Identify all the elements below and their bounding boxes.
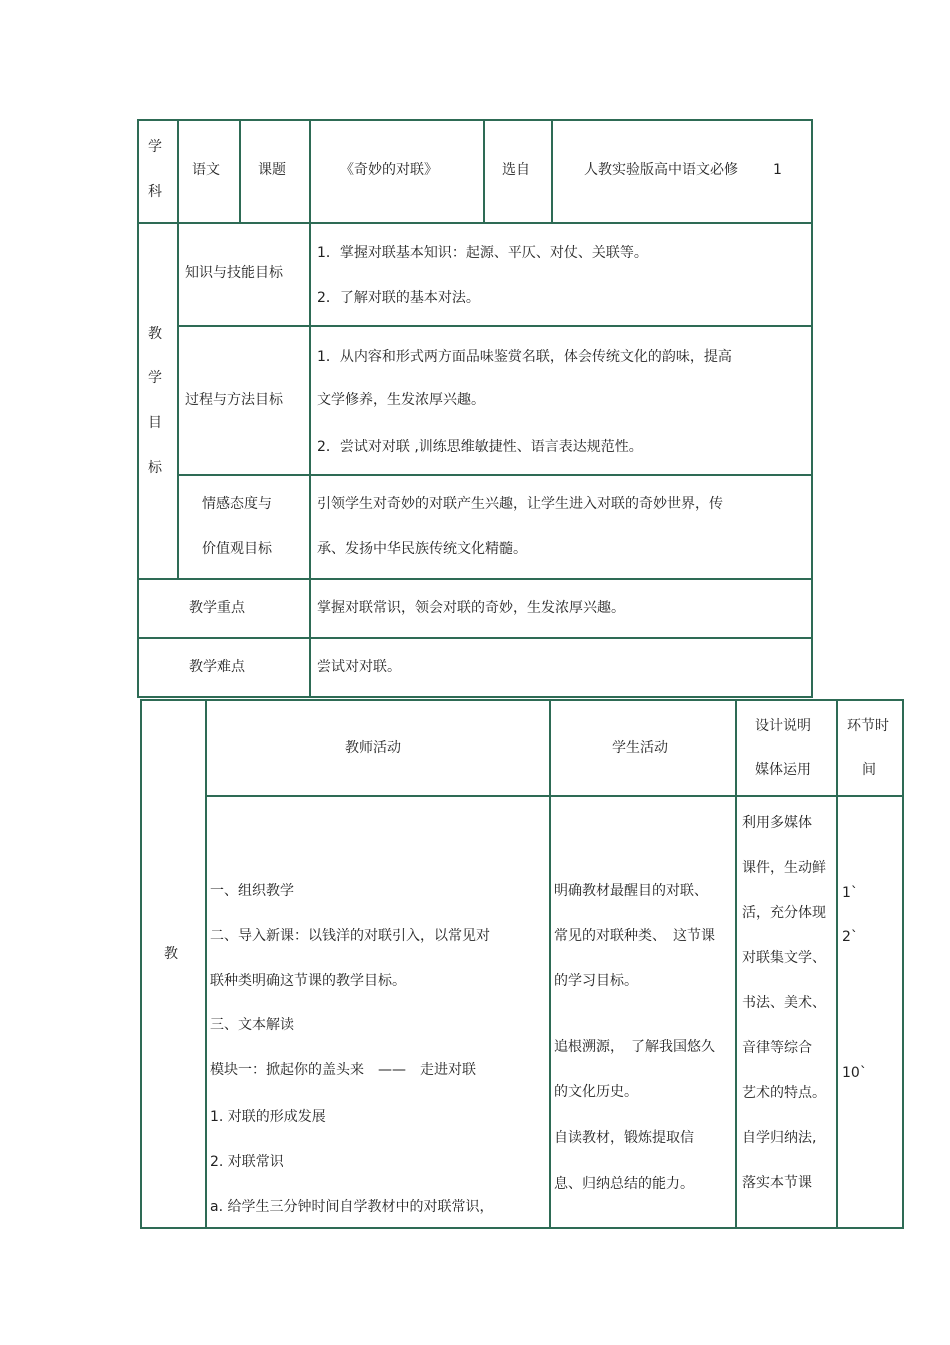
emotion-goal-label-line-2: 价值观目标 — [202, 541, 272, 557]
student-line-3: 的学习目标。 — [554, 973, 638, 989]
design-line-7: 艺术的特点。 — [742, 1085, 826, 1101]
time-value-2: 2` — [842, 929, 858, 945]
header-design-line-1: 设计说明 — [755, 718, 811, 734]
design-line-2: 课件，生动鲜 — [742, 860, 826, 876]
student-line-6: 自读教材，锻炼提取信 — [554, 1130, 694, 1146]
emotion-goal-line-2: 承、发扬中华民族传统文化精髓。 — [317, 541, 527, 557]
teacher-line-5: 模块一：掀起你的盖头来 —— 走进对联 — [210, 1062, 476, 1078]
student-line-1: 明确教材最醒目的对联、 — [554, 883, 708, 899]
time-value-1: 1` — [842, 885, 858, 901]
header-time-line-2: 间 — [862, 762, 876, 778]
teacher-line-2: 二、导入新课：以钱洋的对联引入，以常见对 — [210, 928, 490, 944]
process-goal-line-2: 文学修养，生发浓厚兴趣。 — [317, 392, 485, 408]
goals-label-char-2: 学 — [148, 370, 162, 386]
design-line-3: 活，充分体现 — [742, 905, 826, 921]
key-point-value: 掌握对联常识，领会对联的奇妙，生发浓厚兴趣。 — [317, 600, 625, 616]
time-value-3: 10` — [842, 1065, 867, 1081]
design-line-1: 利用多媒体 — [742, 815, 812, 831]
header-teacher-activity: 教师活动 — [345, 740, 401, 756]
goals-label-char-1: 教 — [148, 326, 162, 342]
student-line-5: 的文化历史。 — [554, 1084, 638, 1100]
emotion-goal-line-1: 引领学生对奇妙的对联产生兴趣，让学生进入对联的奇妙世界，传 — [317, 496, 723, 512]
knowledge-goal-line-2: 2．了解对联的基本对法。 — [317, 290, 480, 306]
teacher-line-1: 一、组织教学 — [210, 883, 294, 899]
process-side-label: 教 — [164, 946, 178, 962]
design-line-5: 书法、美术、 — [742, 995, 826, 1011]
teacher-line-7: 2. 对联常识 — [210, 1154, 284, 1170]
subject-label-char-1: 学 — [148, 139, 162, 155]
emotion-goal-label-line-1: 情感态度与 — [202, 496, 272, 512]
teacher-line-4: 三、文本解读 — [210, 1017, 294, 1033]
student-line-4: 追根溯源， 了解我国悠久 — [554, 1039, 715, 1055]
source-volume: 1 — [773, 162, 782, 178]
teacher-line-8: a. 给学生三分钟时间自学教材中的对联常识， — [210, 1199, 494, 1215]
knowledge-goal-label: 知识与技能目标 — [185, 265, 283, 281]
design-line-4: 对联集文学、 — [742, 950, 826, 966]
topic-label: 课题 — [258, 162, 286, 178]
goals-label-char-4: 标 — [148, 460, 162, 476]
design-line-9: 落实本节课 — [742, 1175, 812, 1191]
header-student-activity: 学生活动 — [612, 740, 668, 756]
student-line-7: 息、归纳总结的能力。 — [554, 1176, 694, 1192]
design-line-6: 音律等综合 — [742, 1040, 812, 1056]
subject-value: 语文 — [192, 162, 220, 178]
subject-label-char-2: 科 — [148, 184, 162, 200]
key-point-label: 教学重点 — [189, 600, 245, 616]
process-goal-label: 过程与方法目标 — [185, 392, 283, 408]
goals-label-char-3: 目 — [148, 415, 162, 431]
process-goal-line-3: 2．尝试对对联 ,训练思维敏捷性、语言表达规范性。 — [317, 439, 643, 455]
difficulty-label: 教学难点 — [189, 659, 245, 675]
header-design-line-2: 媒体运用 — [755, 762, 811, 778]
student-line-2: 常见的对联种类、 这节课 — [554, 928, 715, 944]
difficulty-value: 尝试对对联。 — [317, 659, 401, 675]
header-time-line-1: 环节时 — [847, 718, 889, 734]
teacher-line-6: 1. 对联的形成发展 — [210, 1109, 326, 1125]
source-value: 人教实验版高中语文必修 — [584, 162, 738, 178]
knowledge-goal-line-1: 1．掌握对联基本知识：起源、平仄、对仗、关联等。 — [317, 245, 648, 261]
design-line-8: 自学归纳法, — [742, 1130, 817, 1146]
teacher-line-3: 联种类明确这节课的教学目标。 — [210, 973, 406, 989]
process-goal-line-1: 1．从内容和形式两方面品味鉴赏名联，体会传统文化的韵味，提高 — [317, 349, 732, 365]
topic-value: 《奇妙的对联》 — [340, 162, 438, 178]
source-label: 选自 — [502, 162, 530, 178]
